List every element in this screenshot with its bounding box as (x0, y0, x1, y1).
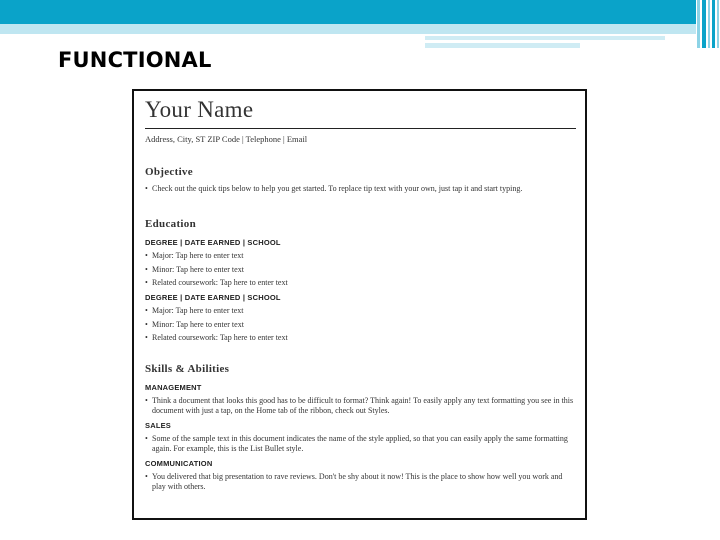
skill-list (145, 396, 576, 416)
skill-list (145, 472, 576, 492)
list-item: • You delivered that big presentation to rave reviews. Don't be shy about it now! This is the place to show how well you work and play with others. (145, 472, 576, 492)
objective-heading: Objective (145, 166, 193, 178)
list-item: • Minor: Tap here to enter text (145, 320, 576, 330)
slide-title: FUNCTIONAL (58, 48, 212, 72)
skill-list (145, 434, 576, 454)
list-item: • Some of the sample text in this document indicates the name of the style applied, so that you can easily apply the same formatting again. For example, this is the List Bullet style. (145, 434, 576, 454)
skills-section (145, 363, 576, 492)
header-band-light (0, 24, 696, 34)
skill-group-title: SALES (145, 421, 172, 430)
objective-section (145, 166, 576, 194)
header-stripe (712, 0, 715, 48)
header-band-dark (0, 0, 696, 24)
list-item: • Related coursework: Tap here to enter text (145, 333, 576, 343)
header-band-stub (425, 43, 580, 48)
education-section (145, 218, 576, 343)
degree-title: DEGREE | DATE EARNED | SCHOOL (145, 293, 281, 302)
header-band (0, 0, 720, 48)
resume-document (132, 89, 587, 520)
list-item: • Major: Tap here to enter text (145, 306, 576, 316)
header-band-stub (425, 36, 665, 40)
skill-group-title: MANAGEMENT (145, 383, 202, 392)
objective-list (145, 184, 576, 194)
resume-name: Your Name (145, 97, 254, 122)
skill-group-title: COMMUNICATION (145, 459, 213, 468)
list-item: • Think a document that looks this good has to be difficult to format? Think again! To easily apply any text formatting you see in this document with just a tap, on the Home tab of the ribbon, check out Styles. (145, 396, 576, 416)
header-stripe (702, 0, 706, 48)
education-heading: Education (145, 218, 196, 230)
resume-contact: Address, City, ST ZIP Code | Telephone | Email (145, 134, 308, 144)
name-divider (145, 128, 576, 129)
degree-list (145, 306, 576, 343)
degree-list (145, 251, 576, 288)
header-stripe (717, 0, 719, 48)
header-stripe (697, 0, 700, 48)
degree-title: DEGREE | DATE EARNED | SCHOOL (145, 238, 281, 247)
list-item: • Major: Tap here to enter text (145, 251, 576, 261)
list-item: • Minor: Tap here to enter text (145, 265, 576, 275)
skills-heading: Skills & Abilities (145, 363, 230, 375)
list-item: • Related coursework: Tap here to enter text (145, 278, 576, 288)
list-item: • Check out the quick tips below to help you get started. To replace tip text with your own, just tap it and start typing. (145, 184, 576, 194)
header-stripe (708, 0, 710, 48)
